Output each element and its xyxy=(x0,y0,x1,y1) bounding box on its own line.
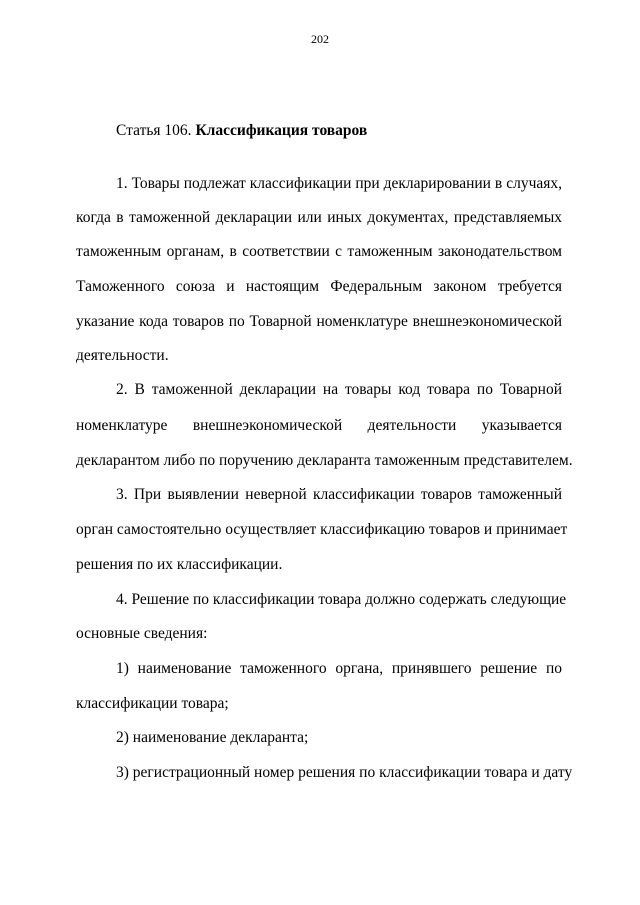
paragraph-1-line-2: когда в таможенной декларации или иных документах, представляемых xyxy=(76,209,562,226)
paragraph-3-line-2: орган самостоятельно осуществляет классификацию товаров и принимает xyxy=(76,521,568,538)
article-title: Классификация товаров xyxy=(195,122,368,139)
list-item-1-line-1: 1) наименование таможенного органа, принявшего решение по xyxy=(116,660,562,677)
article-number: Статья 106. xyxy=(116,122,196,139)
paragraph-2-line-2: номенклатуре внешнеэкономической деятельности указывается xyxy=(76,417,562,434)
paragraph-3-line-1: 3. При выявлении неверной классификации товаров таможенный xyxy=(116,486,562,503)
list-item-2: 2) наименование декларанта; xyxy=(116,729,309,746)
paragraph-1-line-5: указание кода товаров по Товарной номенклатуре внешнеэкономической xyxy=(76,313,562,330)
paragraph-1-line-4: Таможенного союза и настоящим Федеральным законом требуется xyxy=(76,278,562,295)
paragraph-1-line-1: 1. Товары подлежат классификации при декларировании в случаях, xyxy=(116,175,562,192)
paragraph-1-line-6: деятельности. xyxy=(76,347,169,364)
list-item-3-line-1: 3) регистрационный номер решения по классификации товара и дату xyxy=(116,764,573,781)
paragraph-2-line-3: декларантом либо по поручению декларанта таможенным представителем. xyxy=(76,452,573,469)
paragraph-3-line-3: решения по их классификации. xyxy=(76,556,283,573)
page-number: 202 xyxy=(311,32,329,46)
list-item-1-line-2: классификации товара; xyxy=(76,695,229,712)
paragraph-4-line-1: 4. Решение по классификации товара должно содержать следующие xyxy=(116,591,567,608)
article-heading xyxy=(116,121,367,141)
paragraph-2-line-1: 2. В таможенной декларации на товары код товара по Товарной xyxy=(116,381,562,398)
paragraph-4-line-2: основные сведения: xyxy=(76,625,208,642)
paragraph-1-line-3: таможенным органам, в соответствии с таможенным законодательством xyxy=(76,243,562,260)
